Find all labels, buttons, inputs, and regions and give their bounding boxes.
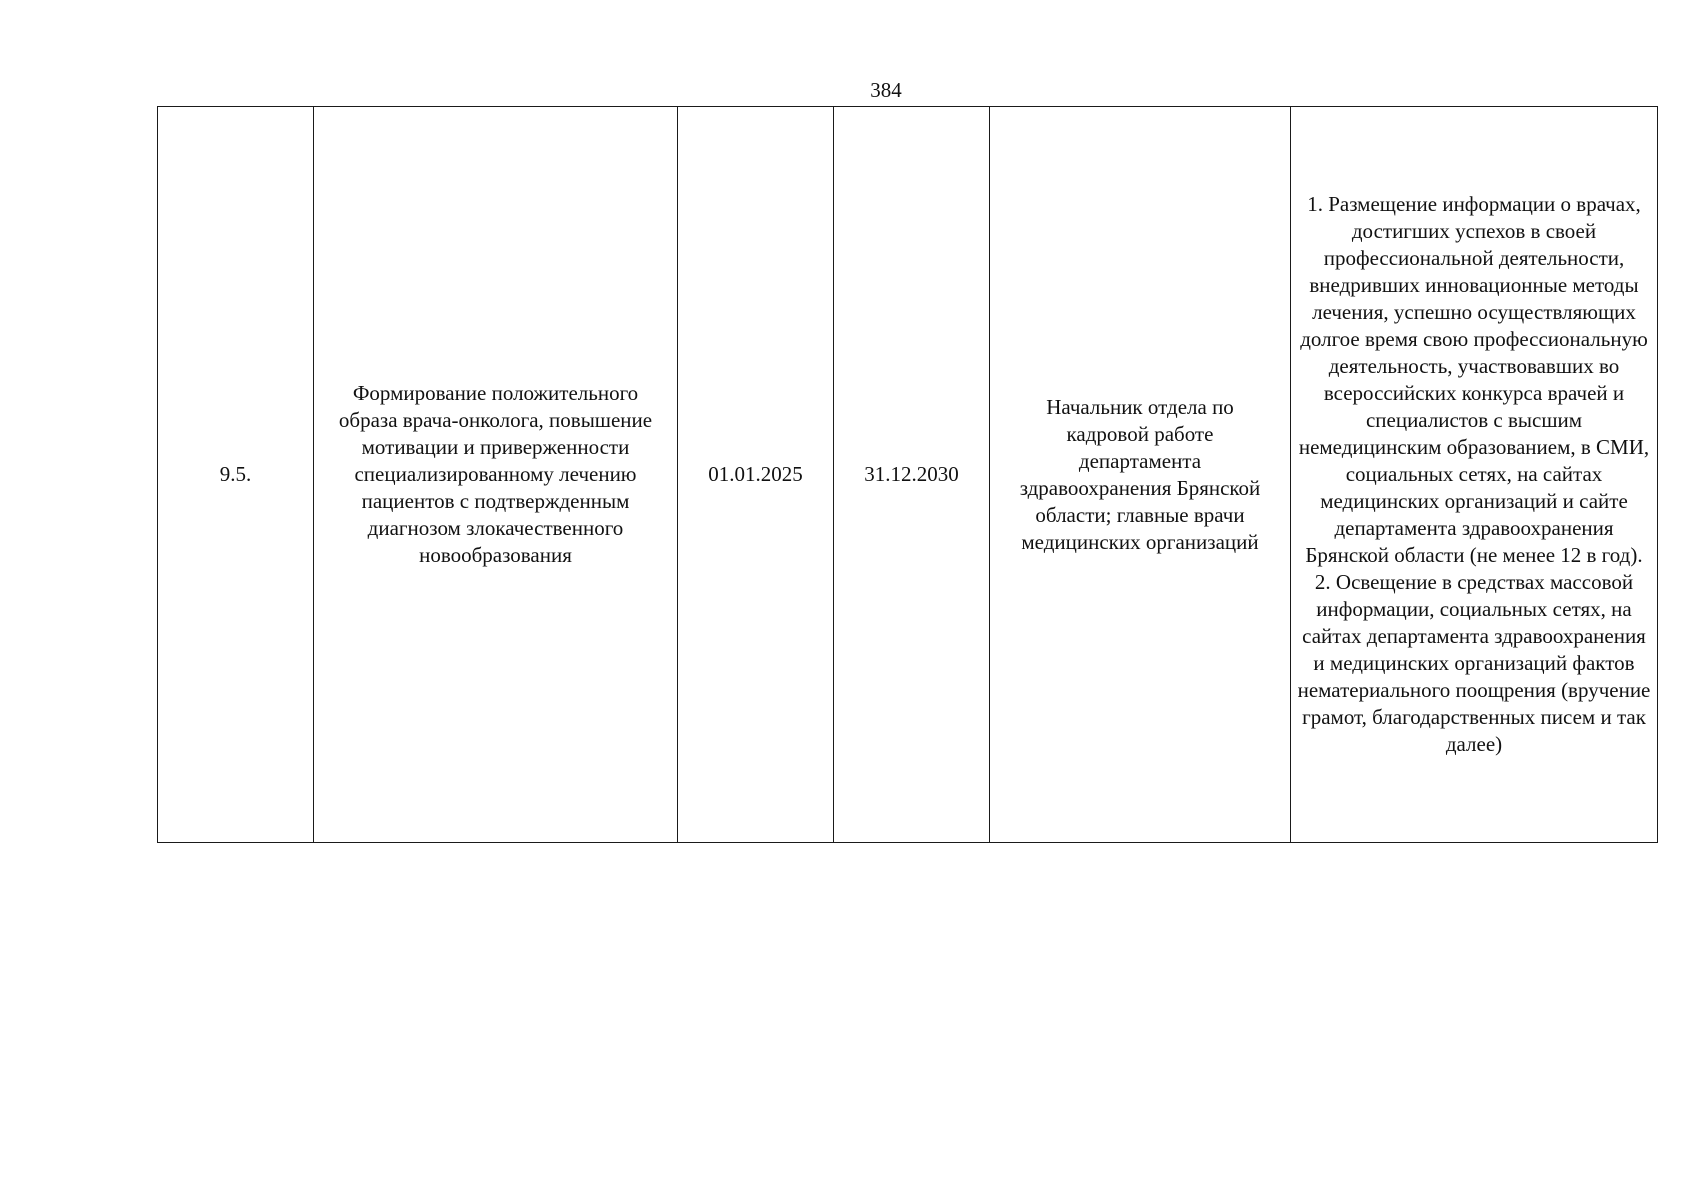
responsible-cell bbox=[990, 107, 1291, 843]
result-item-2: 2. Освещение в средствах массовой информации, социальных сетях, на сайтах департамента здравоохранения и медицинских организаций фактов нематериального поощрения (вручение грамот, благодарственных писем и так далее) bbox=[1297, 570, 1651, 756]
page-number: 384 bbox=[870, 78, 902, 102]
result-cell bbox=[1291, 107, 1658, 843]
measure-text: Формирование положительного образа врача-онколога, повышение мотивации и приверженности специализированному лечению пациентов с подтвержденным диагнозом злокачественного новообразования bbox=[338, 381, 653, 567]
table-row bbox=[158, 107, 1658, 843]
start-date: 01.01.2025 bbox=[708, 462, 803, 486]
end-date: 31.12.2030 bbox=[864, 462, 959, 486]
measure-cell bbox=[314, 107, 678, 843]
end-date-cell bbox=[834, 107, 990, 843]
responsible-text: Начальник отдела по кадровой работе департамента здравоохранения Брянской области; главные врачи медицинских организаций bbox=[1019, 394, 1261, 554]
row-number-cell bbox=[158, 107, 314, 843]
row-number: 9.5. bbox=[219, 462, 252, 486]
plan-table bbox=[157, 106, 1658, 843]
start-date-cell bbox=[678, 107, 834, 843]
result-item-1: 1. Размещение информации о врачах, достигших успехов в своей профессиональной деятельности, внедривших инновационные методы лечения, успешно осуществляющих долгое время свою профессиональную деятельность, участвовавших во всероссийских конкурса врачей и специалистов с высшим немедицинским образованием, в СМИ, социальных сетях, на сайтах медицинских организаций и сайте департамента здравоохранения Брянской области (не менее 12 в год). bbox=[1298, 192, 1650, 567]
